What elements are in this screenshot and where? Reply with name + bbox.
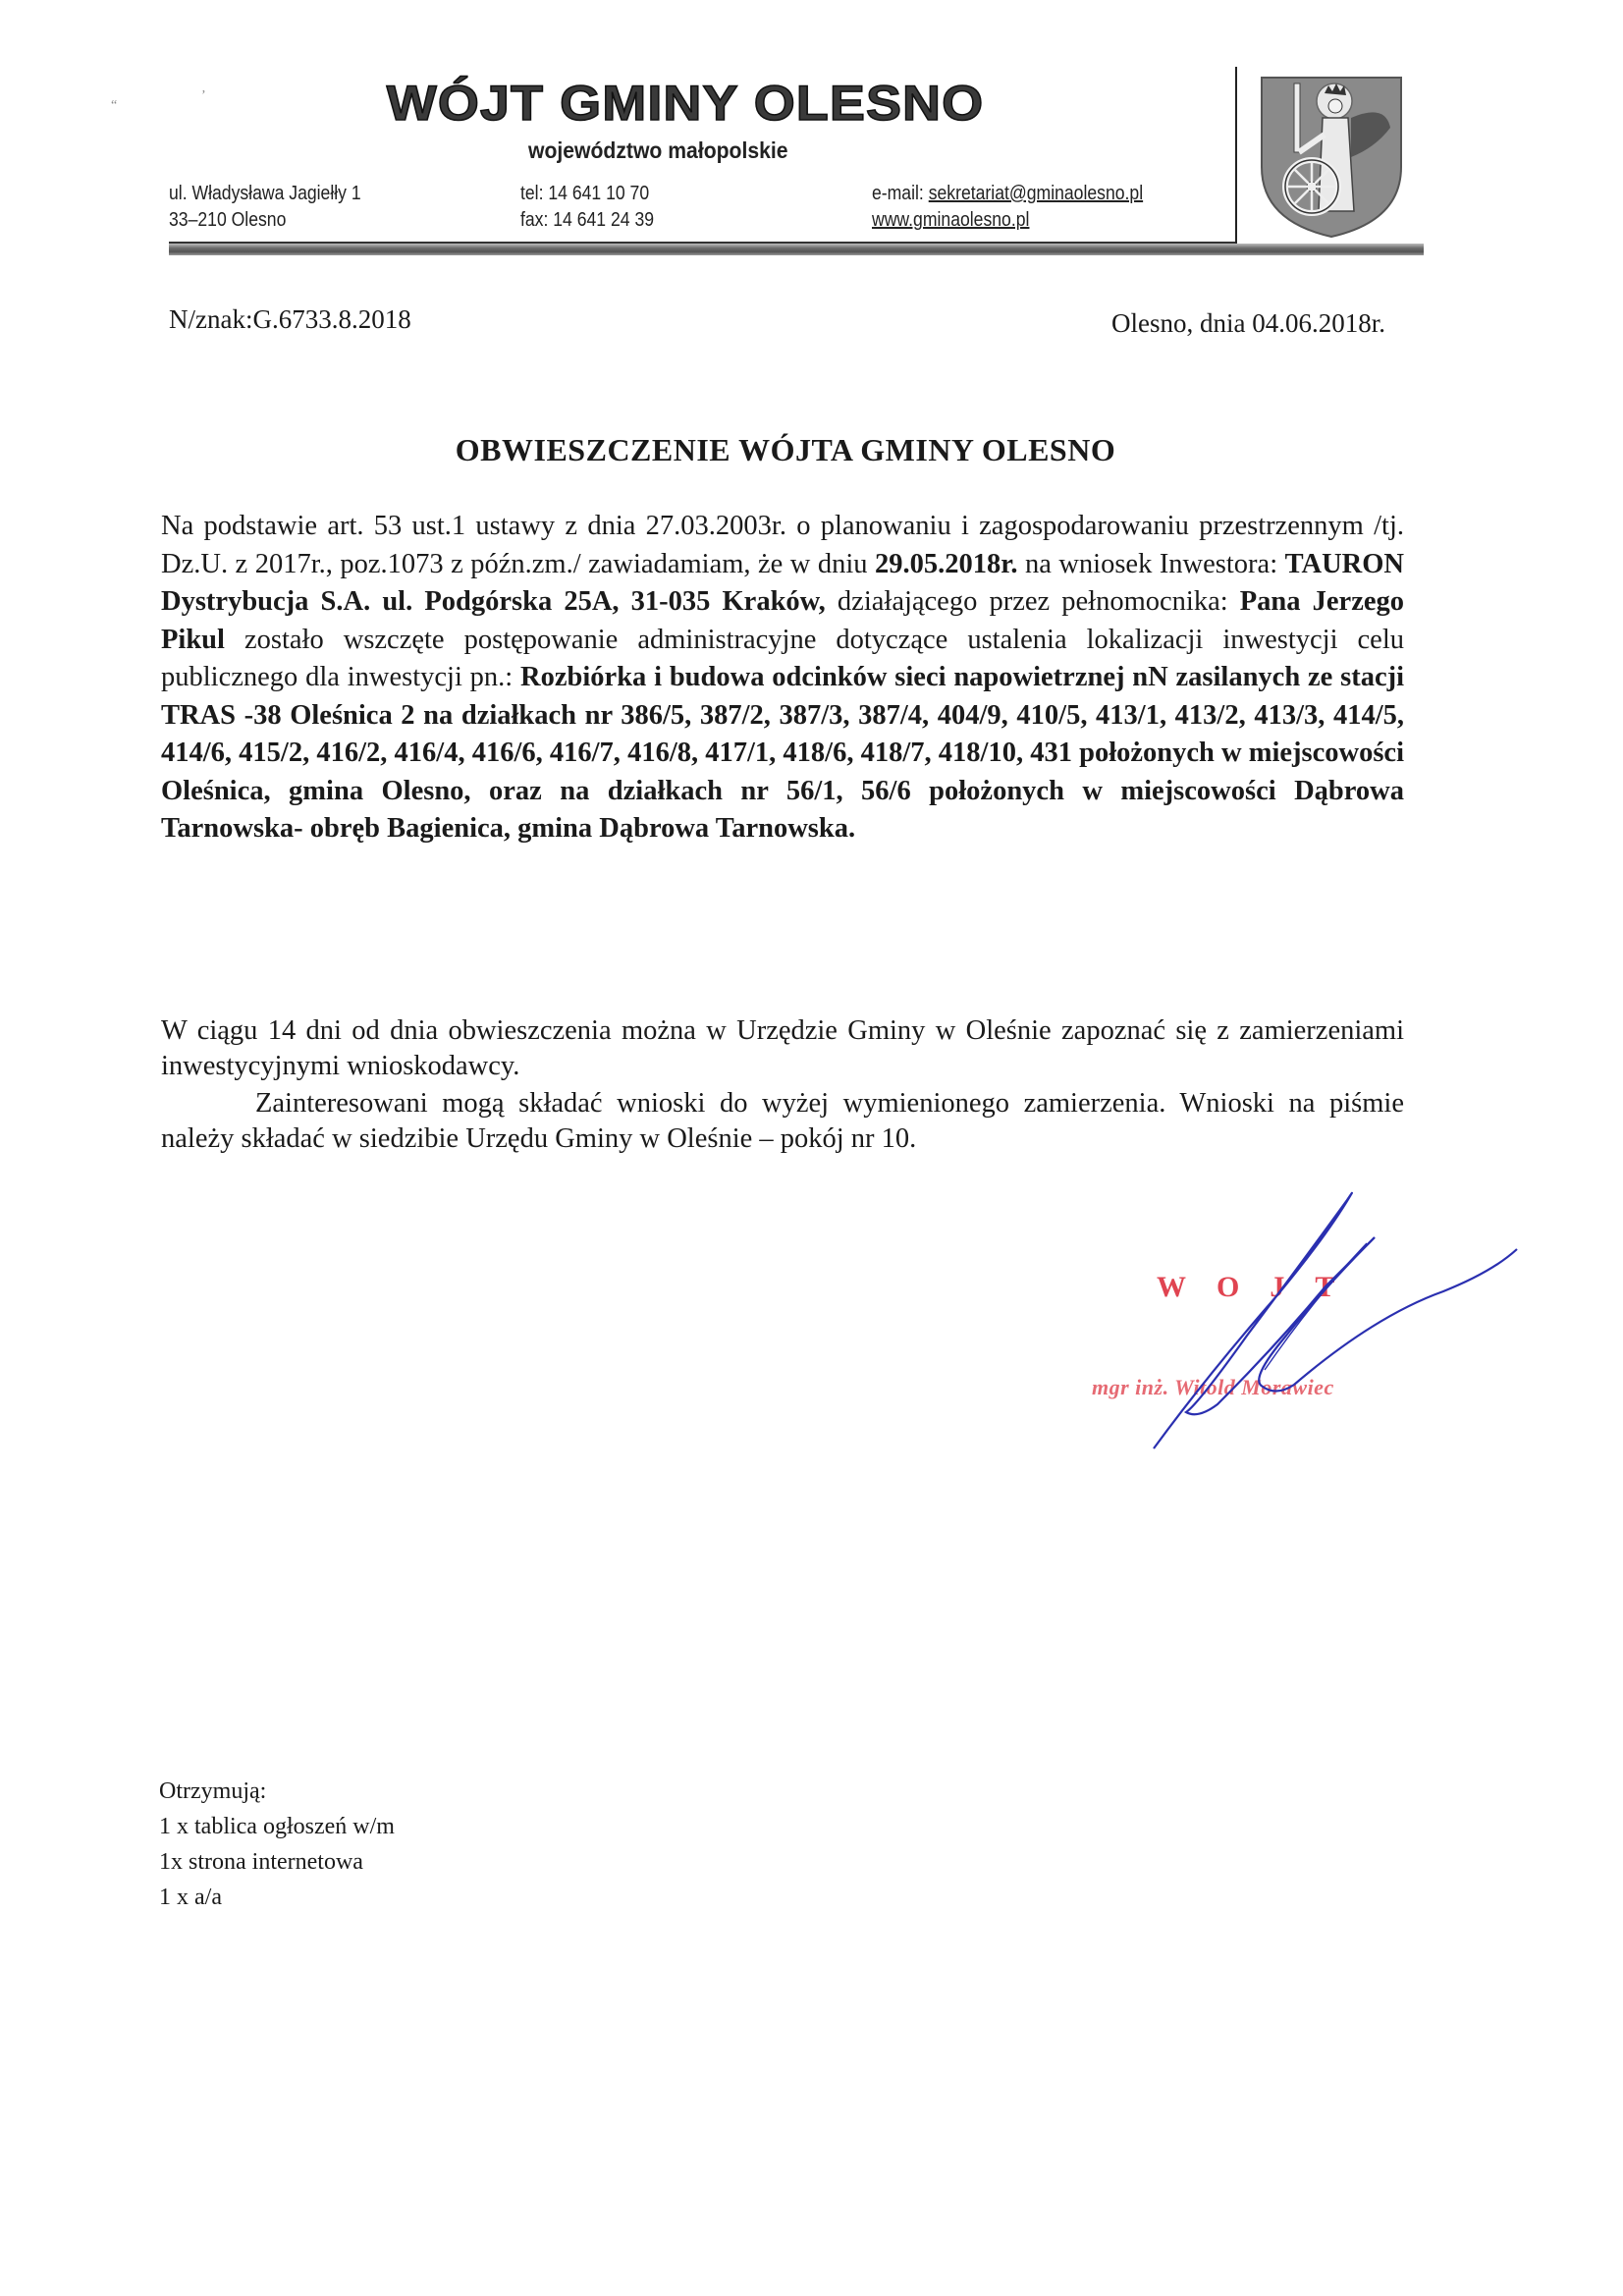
letterhead-phone — [520, 181, 654, 234]
stamp-name: mgr inż. Witold Morawiec — [1092, 1375, 1334, 1399]
recipients-label: Otrzymują: — [159, 1778, 267, 1804]
address-street: ul. Władysława Jagiełły 1 — [169, 183, 361, 204]
document-reference: N/znak:G.6733.8.2018 — [169, 304, 411, 334]
website-link[interactable]: www.gminaolesno.pl — [872, 209, 1030, 231]
review-paragraph: W ciągu 14 dni od dnia obwieszczenia można w Urzędzie Gminy w Oleśnie zapoznać się z zamierzeniami inwestycyjnymi wnioskodawcy. — [161, 1015, 1404, 1081]
recipient-item: 1 x tablica ogłoszeń w/m — [159, 1814, 395, 1839]
letterhead-subtitle: województwo małopolskie — [528, 137, 788, 163]
letterhead-divider — [1235, 67, 1237, 244]
investment-description: Rozbiórka i budowa odcinków sieci napowietrznej nN zasilanych ze stacji TRAS -38 Oleśnica 2 na działkach nr 386/5, 387/2, 387/3, 387/4, 404/9, 410/5, 413/1, 413/2, 413/3, 414/5, 414/6, 415/2, 416/2, 416/4, 416/6, 416/7, 416/8, 417/1, 418/6, 418/7, 418/10, 431 położonych w miejscowości Oleśnica, gmina Olesno, oraz na działkach nr 56/1, 56/6 położonych w miejscowości Dąbrowa Tarnowska- obręb Bagienica, gmina Dąbrowa Tarnowska. — [161, 662, 1404, 844]
recipient-item: 1x strona internetowa — [159, 1849, 363, 1875]
address-postcode: 33–210 Olesno — [169, 209, 287, 231]
coat-of-arms-icon — [1258, 74, 1405, 241]
text-run: zostało wszczęte postępowanie administracyjne dotyczące ustalenia lokalizacji inwestycji celu publicznego dla inwestycji pn.: — [161, 624, 1404, 692]
handwritten-signature — [1031, 1178, 1581, 1473]
scan-speck: ’ — [201, 88, 206, 103]
letterhead-title: WÓJT GMINY OLESNO — [386, 76, 985, 131]
document-heading: OBWIESZCZENIE WÓJTA GMINY OLESNO — [455, 432, 1116, 467]
email-label: e-mail: — [872, 183, 929, 204]
fax: fax: 14 641 24 39 — [520, 209, 655, 231]
text-run: działającego przez pełnomocnika: — [825, 586, 1240, 617]
recipients-list — [159, 1774, 395, 1915]
applications-paragraph: Zainteresowani mogą składać wnioski do wyżej wymienionego zamierzenia. Wnioski na piśmie należy składać w siedzibie Urzędu Gminy w Oleśnie – pokój nr 10. — [161, 1088, 1404, 1154]
letterhead-address — [169, 181, 361, 234]
letterhead-bar — [169, 244, 1424, 255]
investor-name: TAURON Dystrybucja S.A. ul. Podgórska 25A, 31-035 Kraków, — [161, 548, 1404, 617]
text-run: Na podstawie art. 53 ust.1 ustawy z dnia 27.03.2003r. o planowaniu i zagospodarowaniu przestrzennym /tj. Dz.U. z 2017r., poz.1073 z późn.zm./ zawiadamiam, że w dniu — [161, 511, 1404, 579]
stamp-title: WOJT — [1157, 1271, 1366, 1303]
document-date: Olesno, dnia 04.06.2018r. — [1111, 308, 1385, 338]
recipient-item: 1 x a/a — [159, 1885, 222, 1910]
attorney-name: Pana Jerzego Pikul — [161, 586, 1404, 655]
notice-paragraph — [161, 508, 1404, 848]
telephone: tel: 14 641 10 70 — [520, 183, 650, 204]
text-run: na wniosek Inwestora: — [1017, 548, 1285, 579]
letterhead-contact — [872, 181, 1143, 234]
scan-speck: “ — [111, 98, 118, 113]
proceedings-date: 29.05.2018r. — [875, 548, 1018, 579]
email-link[interactable]: sekretariat@gminaolesno.pl — [928, 183, 1144, 204]
